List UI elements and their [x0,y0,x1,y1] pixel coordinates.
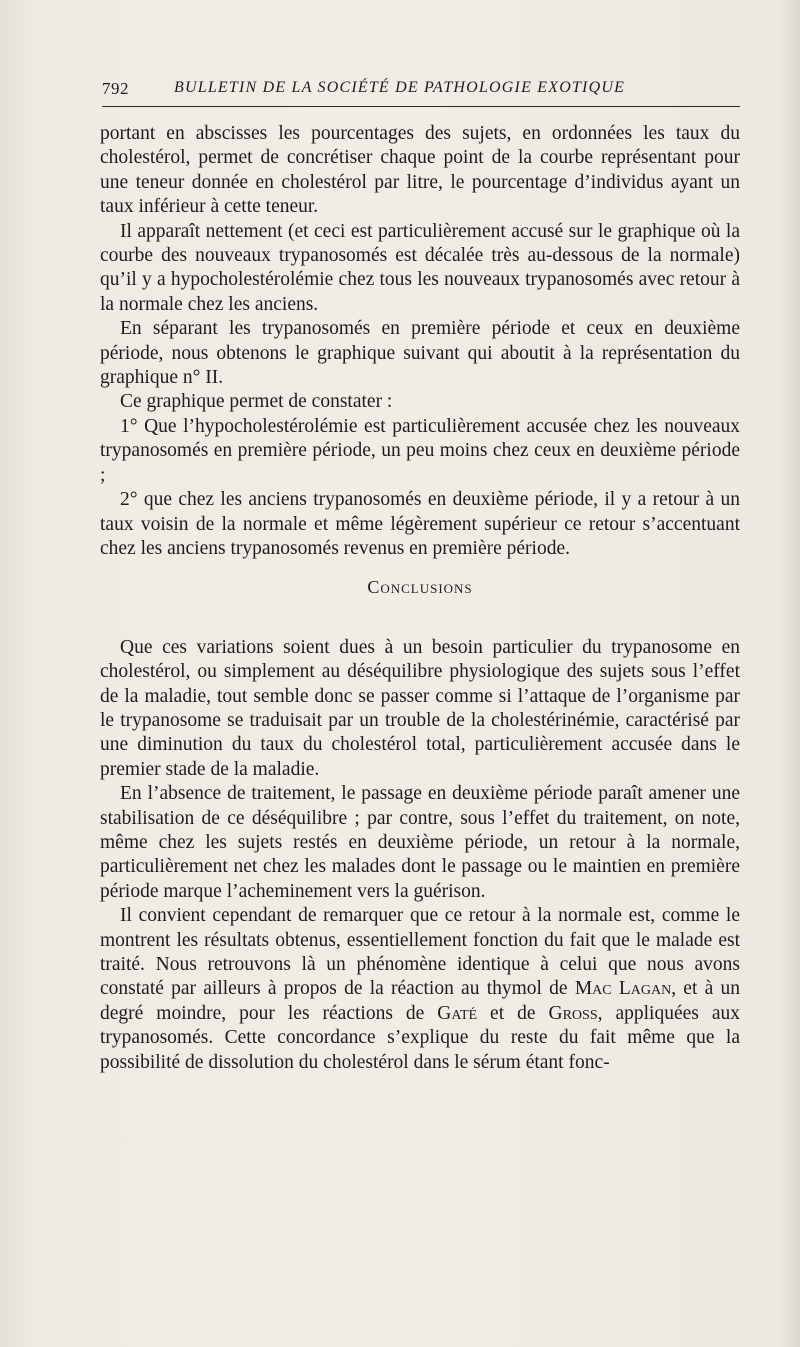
paragraph [100,904,740,1075]
paragraph: 1° Que l’hypocholestérolémie est particulièrement accusée chez les nouveaux trypanosomés en première période, un peu moins chez ceux en deuxième période ; [100,415,740,486]
paragraph: En l’absence de traitement, le passage en deuxième période paraît amener une stabilisation de ce déséquilibre ; par contre, sous l’effet du traitement, on note, même chez les sujets restés en deuxième période, un retour à la normale, particulièrement net chez les malades dont le passage ou le maintien en première période marque l’acheminement vers la guérison. [100,783,740,902]
text-run: , et à un degré moindre, pour les réactions de [100,978,740,1024]
paragraph: Ce graphique permet de constater : [120,391,393,413]
text-run: , appliquées aux trypanosomés. Cette concordance s’explique du reste du fait même que la possibilité de dissolution du cholestérol dans le sérum étant fonc- [100,1002,741,1073]
page-header [102,79,740,103]
text-run: et de [477,1002,549,1024]
page-number: 792 [102,79,129,98]
article-body [100,122,740,1075]
paragraph: Que ces variations soient dues à un besoin particulier du trypanosome en cholestérol, ou simplement au déséquilibre physiologique des sujets sous l’effet de la maladie, tout semble donc se passer comme si l’attaque de l’organisme par le trypanosome se traduisait par un trouble de la cholestérinémie, caractérisé par une diminution du taux du cholestérol total, particulièrement accusée dans le premier stade de la maladie. [100,636,740,780]
author-name: Gross [548,1002,598,1024]
paragraph: 2° que chez les anciens trypanosomés en deuxième période, il y a retour à un taux voisin de la normale et même légèrement supérieur ce retour s’accentuant chez les anciens trypanosomés revenus en première période. [100,489,740,559]
paragraph: En séparant les trypanosomés en première période et ceux en deuxième période, nous obtenons le graphique suivant qui aboutit à la représentation du graphique n° II. [100,318,740,389]
author-name: Mac Lagan [574,978,672,1000]
text-run: Il convient cependant de remarquer que ce retour à la normale est, comme le montrent les résultats obtenus, essentiellement fonction du fait que le malade est traité. Nous retrouvons là un phénomène identique à celui que nous avons constaté par ailleurs à propos de la réaction au thymol de [100,905,740,1000]
header-rule [102,106,740,107]
paragraph: Il apparaît nettement (et ceci est particulièrement accusé sur le graphique où la courbe des nouveaux trypanosomés est décalée très au-dessous de la normale) qu’il y a hypocholestérolémie chez tous les nouveaux trypanosomés avec retour à la normale chez les anciens. [100,220,740,315]
author-name: Gaté [437,1002,478,1024]
paragraph: portant en abscisses les pourcentages des sujets, en ordonnées les taux du cholestérol, permet de concrétiser chaque point de la courbe représentant pour une teneur donnée en cholestérol par litre, le pourcentage d’individus ayant un taux inférieur à cette teneur. [100,123,740,218]
section-heading: Conclusions [367,577,473,598]
running-title: BULLETIN DE LA SOCIÉTÉ DE PATHOLOGIE EXOTIQUE [174,79,626,96]
